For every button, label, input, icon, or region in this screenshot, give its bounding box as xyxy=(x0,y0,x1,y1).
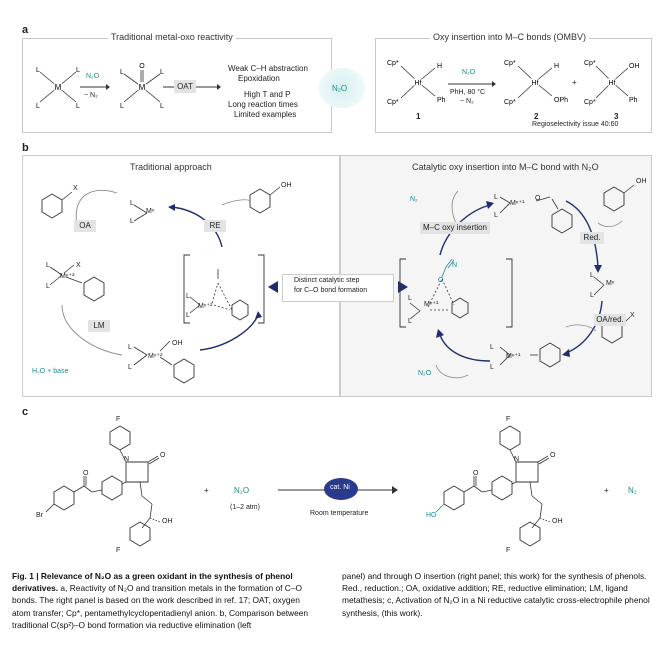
room-temp: Room temperature xyxy=(310,510,369,517)
panel-a-label: a xyxy=(22,24,29,36)
x-mid: X xyxy=(76,262,81,269)
mn2-ts: Mⁿ⁺² xyxy=(198,303,213,310)
svg-text:H: H xyxy=(437,63,443,70)
condition-2: Long reaction times xyxy=(228,100,298,109)
catalyst-label: cat. Ni xyxy=(330,484,350,491)
panel-b-left-title: Traditional approach xyxy=(130,162,212,172)
oa-red-box: OA/red. xyxy=(594,314,626,326)
condition-1: High T and P xyxy=(244,90,291,99)
h2o-base xyxy=(32,368,68,375)
o-top-right: O xyxy=(535,195,541,202)
prod-ho: HO xyxy=(426,512,437,519)
n2-product: N₂ xyxy=(628,486,637,495)
caption-fig-label: Fig. 1 | Relevance of N₂O as a green oxidant in the synthesis of phenol derivatives. xyxy=(12,571,293,594)
n2o-pressure: (1–2 atm) xyxy=(230,504,260,511)
right-cycle-diagram xyxy=(340,155,652,395)
svg-text:Ph: Ph xyxy=(629,97,638,104)
svg-text:Cp*: Cp* xyxy=(387,99,399,106)
svg-text:Cp*: Cp* xyxy=(504,99,516,106)
reaction-arrow-a1 xyxy=(80,82,110,92)
svg-text:Hf: Hf xyxy=(608,80,616,87)
l-top-2: L xyxy=(130,218,134,225)
cond-right-3: − N₂ xyxy=(460,98,474,105)
aryl-x-label: X xyxy=(73,185,78,192)
sm-o-lactam: O xyxy=(160,452,166,459)
prod-oh: OH xyxy=(552,518,563,525)
regioselectivity-note: Regioselectivity issue 40:60 xyxy=(532,121,619,128)
distinct-step-line2: for C–O bond formation xyxy=(294,287,368,294)
mn1-top-right: Mⁿ⁺¹ xyxy=(510,200,525,207)
compound-3-label: 3 xyxy=(614,112,619,121)
red-box: Red. xyxy=(580,232,604,244)
phenol-oh-left: OH xyxy=(281,182,292,189)
compound-1-label: 1 xyxy=(416,112,421,121)
mn-top: Mⁿ xyxy=(146,208,155,215)
cond-right-1: N₂O xyxy=(462,69,476,76)
re-box: RE xyxy=(204,220,226,232)
l-mid-2: L xyxy=(46,283,50,290)
l-r5: L xyxy=(408,295,412,302)
panel-a-left-title: Traditional metal-oxo reactivity xyxy=(108,32,236,42)
prod-n: N xyxy=(514,456,520,463)
l-r6: L xyxy=(408,318,412,325)
oh-right: OH xyxy=(636,178,647,185)
l-r4: L xyxy=(590,292,594,299)
sm-br: Br xyxy=(36,512,43,519)
l-r1: L xyxy=(494,194,498,201)
oh-bot: OH xyxy=(172,340,183,347)
svg-text:L: L xyxy=(160,103,164,110)
mc-oxy-box: M–C oxy insertion xyxy=(420,222,490,234)
distinct-step-line1: Distinct catalytic step xyxy=(294,277,360,284)
svg-text:Cp*: Cp* xyxy=(584,99,596,106)
sm-f-top: F xyxy=(116,416,121,423)
compound-2-label: 2 xyxy=(534,112,539,121)
sm-f-bot: F xyxy=(116,547,121,554)
ts-n: N xyxy=(452,262,458,269)
svg-text:OH: OH xyxy=(629,63,640,70)
l-mid-1: L xyxy=(46,262,50,269)
oat-box: OAT xyxy=(174,80,196,93)
ts-o: O xyxy=(438,277,444,284)
svg-text:Cp*: Cp* xyxy=(504,60,516,67)
svg-text:L: L xyxy=(120,69,124,76)
svg-text:Cp*: Cp* xyxy=(387,60,399,67)
prod-f-bot: F xyxy=(506,547,511,554)
n2o-bubble-label: N₂O xyxy=(332,84,348,93)
reaction-arrow-a3 xyxy=(448,79,498,89)
caption-col2-text: panel) and through O insertion (right panel; this work) for the synthesis of phenols. Red., reduction.; OA, oxidative addition; RE, reductive elimination; LM, ligand metathesis; c, Activation of N₂O in a Ni reductive catalytic cross-electrophile phenol synthesis, (this work). xyxy=(342,571,650,618)
l-r2: L xyxy=(494,212,498,219)
plus-c2: + xyxy=(604,486,609,495)
condition-3: Limited examples xyxy=(234,110,297,119)
n2o-reagent: N₂O xyxy=(234,486,250,495)
panel-a-right-title: Oxy insertion into M–C bonds (OMBV) xyxy=(430,32,589,42)
svg-text:L: L xyxy=(120,103,124,110)
panel-b-label: b xyxy=(22,142,29,154)
outcome-1: Weak C–H abstraction xyxy=(228,64,308,73)
svg-text:OPh: OPh xyxy=(554,97,569,104)
l-r7: L xyxy=(490,344,494,351)
l-bot-2: L xyxy=(128,364,132,371)
hafnium-complex-2 xyxy=(500,52,570,112)
prod-o-lactam: O xyxy=(550,452,556,459)
svg-text:Hf: Hf xyxy=(414,80,422,87)
svg-text:L: L xyxy=(76,103,80,110)
h2o-text: H₂O + base xyxy=(32,368,69,375)
svg-text:M: M xyxy=(54,83,62,92)
plus-a: + xyxy=(572,78,577,87)
l-ts-1: L xyxy=(186,293,190,300)
svg-text:L: L xyxy=(36,67,40,74)
starting-material-structure xyxy=(30,412,230,552)
caption-col1-text: a, Reactivity of N₂O and transition metals in the formation of C–O bonds. The right panel is based on the work described in ref. 17; OAT, oxygen atom transfer; Cp*, pentamethylcyclopentadienyl anion. b, Comparison between traditional C(sp²)–O bond formation via reductive elimination (left xyxy=(12,583,309,630)
hafnium-complex-3 xyxy=(582,52,652,112)
svg-text:Cp*: Cp* xyxy=(584,60,596,67)
svg-text:Hf: Hf xyxy=(531,80,539,87)
caption-col2 xyxy=(342,570,658,619)
metal-complex-ml4 xyxy=(28,62,88,112)
arrow-a1-bottom: − N₂ xyxy=(84,92,98,99)
sm-n: N xyxy=(124,456,130,463)
panel-b-right-title: Catalytic oxy insertion into M–C bond with N₂O xyxy=(412,162,599,172)
product-structure xyxy=(420,412,620,552)
mn1-ts: Mⁿ⁺¹ xyxy=(424,301,439,308)
oa-box: OA xyxy=(74,220,96,232)
mn1-bot: Mⁿ⁺¹ xyxy=(506,353,521,360)
panel-c-label: c xyxy=(22,406,29,418)
svg-text:L: L xyxy=(76,67,80,74)
l-ts-2: L xyxy=(186,312,190,319)
n2o-right: N₂O xyxy=(418,370,432,377)
caption-col1 xyxy=(12,570,316,631)
prod-f-top: F xyxy=(506,416,511,423)
mn2-mid: Mⁿ⁺² xyxy=(60,273,75,280)
svg-text:L: L xyxy=(160,69,164,76)
cond-right-2: PhH, 80 °C xyxy=(450,89,486,96)
l-r3: L xyxy=(590,272,594,279)
l-bot-1: L xyxy=(128,344,132,351)
sm-o-ester: O xyxy=(83,470,89,477)
svg-text:L: L xyxy=(36,103,40,110)
svg-text:Ph: Ph xyxy=(437,97,446,104)
mn-right: Mⁿ xyxy=(606,280,615,287)
sm-oh: OH xyxy=(162,518,173,525)
l-top-1: L xyxy=(130,200,134,207)
mn2-bot: Mⁿ⁺² xyxy=(148,353,163,360)
svg-text:O: O xyxy=(139,63,145,70)
hafnium-complex-1 xyxy=(383,52,453,112)
n2-right: N₂ xyxy=(410,196,418,203)
prod-o-ester: O xyxy=(473,470,479,477)
plus-c1: + xyxy=(204,486,209,495)
lm-box: LM xyxy=(88,320,110,332)
arrow-a1-top: N₂O xyxy=(86,73,100,80)
svg-text:M: M xyxy=(138,83,146,92)
outcome-2: Epoxidation xyxy=(238,74,280,83)
l-r8: L xyxy=(490,364,494,371)
x-right: X xyxy=(630,312,635,319)
svg-text:H: H xyxy=(554,63,560,70)
